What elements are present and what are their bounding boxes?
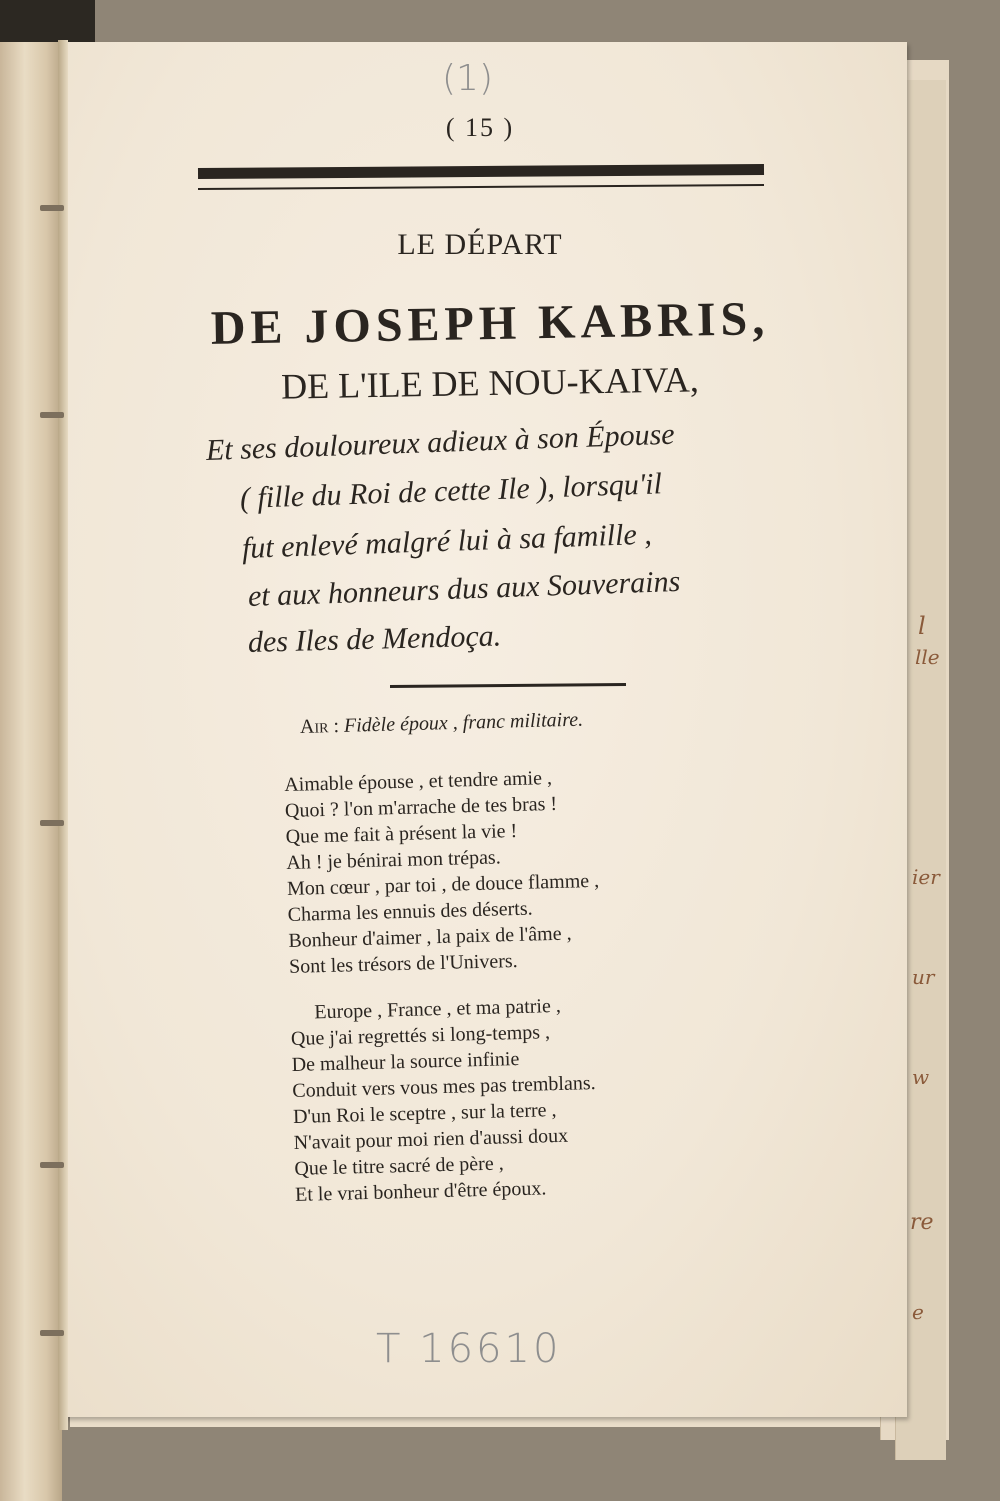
subtitle-line: des Iles de Mendoça. xyxy=(247,619,502,659)
subtitle-line: et aux honneurs dus aux Souverains xyxy=(247,564,681,613)
binding-dark-corner xyxy=(0,0,95,42)
verse-line: Mon cœur , par toi , de douce flamme , xyxy=(286,869,600,900)
spine-shadow xyxy=(58,40,68,1430)
title-line-3: DE L'ILE DE NOU-KAIVA, xyxy=(280,359,700,407)
verse-line: Conduit vers vous mes pas tremblans. xyxy=(292,1072,596,1102)
verse-line: Charma les ennuis des déserts. xyxy=(287,897,533,926)
verse-line: Quoi ? l'on m'arrache de tes bras ! xyxy=(284,792,558,822)
verse-line: Sont les trésors de l'Univers. xyxy=(288,949,518,978)
binding-stitch xyxy=(40,412,64,418)
verse-line: Que me fait à présent la vie ! xyxy=(285,819,518,848)
binding-stitch xyxy=(40,1162,64,1168)
verse-line: Europe , France , et ma patrie , xyxy=(314,994,562,1024)
air-text: Fidèle époux , franc militaire. xyxy=(343,708,584,737)
verse-line: Bonheur d'aimer , la paix de l'âme , xyxy=(288,922,572,952)
margin-note: e xyxy=(912,1300,924,1324)
title-line-1: LE DÉPART xyxy=(397,228,563,261)
margin-note: l xyxy=(918,612,926,640)
verse-line: De malheur la source infinie xyxy=(291,1048,520,1076)
margin-note: lle xyxy=(915,645,940,669)
verse-line: D'un Roi le sceptre , sur la terre , xyxy=(292,1099,557,1128)
stanza-1 xyxy=(284,764,601,980)
verse-line: N'avait pour moi rien d'aussi doux xyxy=(293,1124,569,1154)
subtitle-line: ( fille du Roi de cette Ile ), lorsqu'il xyxy=(239,467,663,515)
air-label: Air : xyxy=(299,714,340,738)
binding-stitch xyxy=(40,1330,64,1336)
verse-line: Que j'ai regrettés si long-temps , xyxy=(290,1021,551,1050)
margin-note: re xyxy=(910,1210,934,1235)
pencil-number: (1) xyxy=(442,58,493,99)
margin-note: ier xyxy=(912,865,940,889)
book-binding xyxy=(0,0,62,1501)
verse-line: Que le titre sacré de père , xyxy=(294,1152,504,1180)
page-number: ( 15 ) xyxy=(445,113,515,142)
stanza-2 xyxy=(290,992,599,1208)
binding-stitch xyxy=(40,820,64,826)
binding-stitch xyxy=(40,205,64,211)
margin-note: w xyxy=(912,1065,930,1089)
call-number: T 16610 xyxy=(376,1326,562,1372)
verse-line: Et le vrai bonheur d'être époux. xyxy=(294,1177,547,1206)
title-line-2: DE JOSEPH KABRIS, xyxy=(210,292,770,355)
verse-line: Ah ! je bénirai mon trépas. xyxy=(286,846,501,874)
verse-line: Aimable épouse , et tendre amie , xyxy=(284,766,553,796)
subtitle-line: fut enlevé malgré lui à sa famille , xyxy=(241,517,653,565)
subtitle-line: Et ses douloureux adieux à son Épouse xyxy=(205,417,676,467)
margin-note: ur xyxy=(912,965,935,989)
